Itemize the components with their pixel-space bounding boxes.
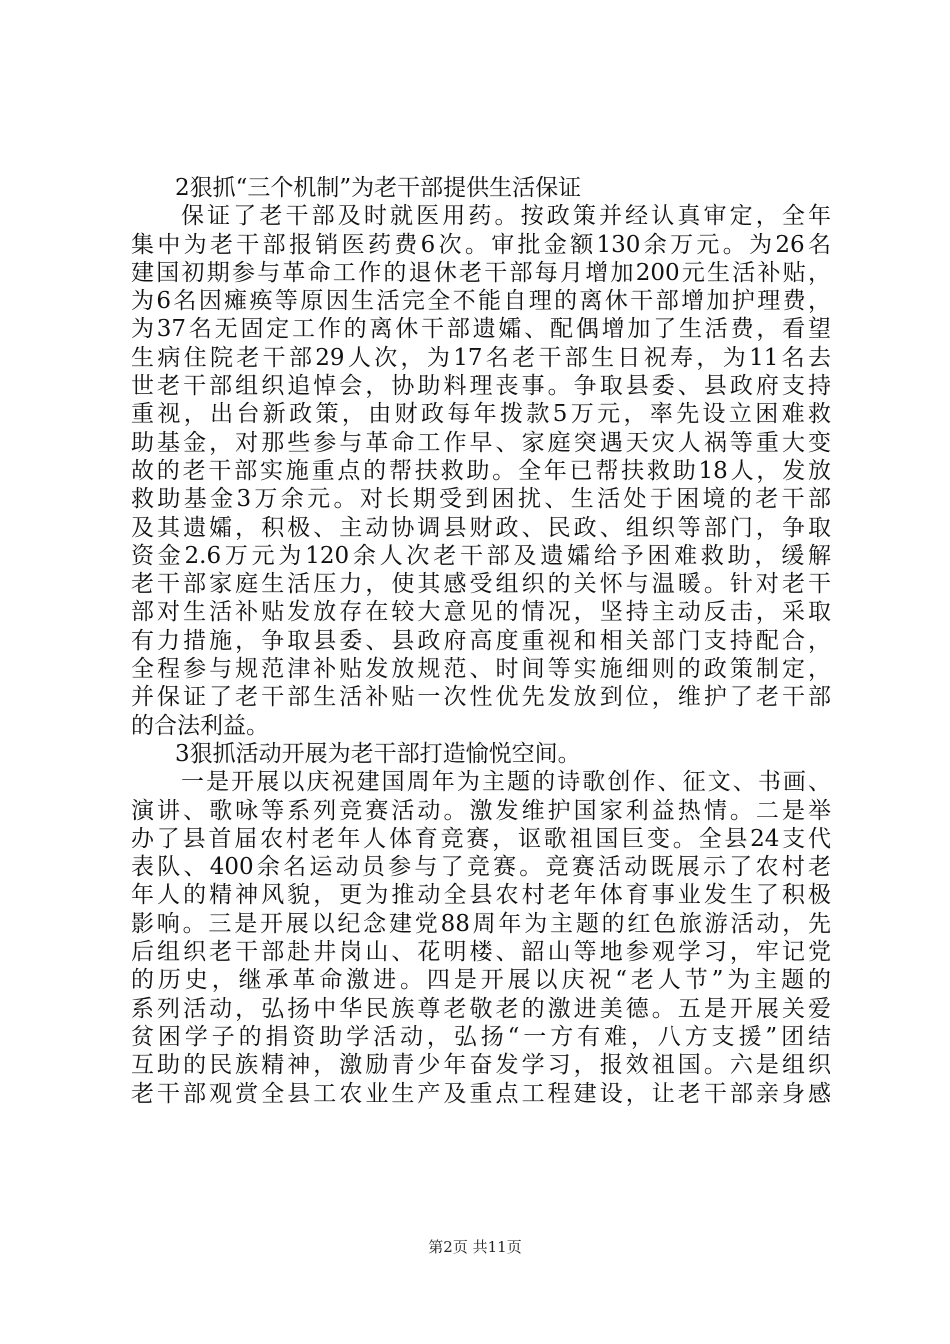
paragraph-line: 年人的精神风貌，更为推动全县农村老年体育事业发生了积极 (131, 882, 831, 909)
paragraph-line: 全程参与规范津补贴发放规范、时间等实施细则的政策制定， (131, 656, 831, 683)
paragraph-line: 保证了老干部及时就医用药。按政策并经认真审定，全年 (181, 203, 831, 230)
paragraph-line: 及其遗孀，积极、主动协调县财政、民政、组织等部门，争取 (131, 514, 831, 541)
paragraph-line: 老干部观赏全县工农业生产及重点工程建设，让老干部亲身感 (131, 1080, 831, 1107)
paragraph-line: 影响。三是开展以纪念建党88周年为主题的红色旅游活动，先 (131, 910, 831, 937)
paragraph-line: 有力措施，争取县委、县政府高度重视和相关部门支持配合， (131, 627, 831, 654)
paragraph-line: 办了县首届农村老年人体育竞赛，讴歌祖国巨变。全县24支代 (131, 825, 831, 852)
paragraph-line: 表队、400余名运动员参与了竞赛。竞赛活动既展示了农村老 (131, 854, 831, 881)
page-number-footer: 第2页 共11页 (428, 1238, 522, 1256)
section-3-paragraph (131, 768, 831, 1108)
paragraph-line: 系列活动，弘扬中华民族尊老敬老的激进美德。五是开展关爱 (131, 995, 831, 1022)
paragraph-line: 助基金，对那些参与革命工作早、家庭突遇天灾人祸等重大变 (131, 429, 831, 456)
paragraph-line: 世老干部组织追悼会，协助料理丧事。争取县委、县政府支持 (131, 373, 831, 400)
paragraph-line: 故的老干部实施重点的帮扶救助。全年已帮扶救助18人，发放 (131, 457, 831, 484)
paragraph-line: 并保证了老干部生活补贴一次性优先发放到位，维护了老干部 (131, 684, 831, 711)
paragraph-line: 为37名无固定工作的离休干部遗孀、配偶增加了生活费，看望 (131, 316, 831, 343)
paragraph-line: 建国初期参与革命工作的退休老干部每月增加200元生活补贴， (131, 259, 831, 286)
document-body (131, 174, 831, 1108)
paragraph-line: 生病住院老干部29人次，为17名老干部生日祝寿，为11名去 (131, 344, 831, 371)
paragraph-line: 的合法利益。 (131, 712, 269, 739)
paragraph-line: 重视，出台新政策，由财政每年拨款5万元，率先设立困难救 (131, 401, 831, 428)
paragraph-line: 集中为老干部报销医药费6次。审批金额130余万元。为26名 (131, 231, 831, 258)
section-3-heading: 3狠抓活动开展为老干部打造愉悦空间。 (175, 740, 581, 767)
paragraph-line: 为6名因瘫痪等原因生活完全不能自理的离休干部增加护理费， (131, 288, 831, 315)
paragraph-line: 后组织老干部赴井岗山、花明楼、韶山等地参观学习，牢记党 (131, 939, 831, 966)
paragraph-line: 救助基金3万余元。对长期受到困扰、生活处于困境的老干部 (131, 486, 831, 513)
section-2-heading: 2狠抓“三个机制”为老干部提供生活保证 (175, 175, 582, 201)
paragraph-line: 的历史，继承革命激进。四是开展以庆祝“老人节”为主题的 (131, 967, 831, 994)
paragraph-line: 互助的民族精神，激励青少年奋发学习，报效祖国。六是组织 (131, 1052, 831, 1079)
paragraph-line: 贫困学子的捐资助学活动，弘扬“一方有难，八方支援”团结 (131, 1023, 831, 1050)
section-2-paragraph (131, 202, 831, 740)
paragraph-line: 资金2.6万元为120余人次老干部及遗孀给予困难救助，缓解 (131, 542, 831, 569)
paragraph-line: 老干部家庭生活压力，使其感受组织的关怀与温暖。针对老干 (131, 571, 831, 598)
paragraph-line: 部对生活补贴发放存在较大意见的情况，坚持主动反击，采取 (131, 599, 831, 626)
paragraph-line: 演讲、歌咏等系列竞赛活动。激发维护国家利益热情。二是举 (131, 797, 831, 824)
paragraph-line: 一是开展以庆祝建国周年为主题的诗歌创作、征文、书画、 (181, 769, 831, 796)
